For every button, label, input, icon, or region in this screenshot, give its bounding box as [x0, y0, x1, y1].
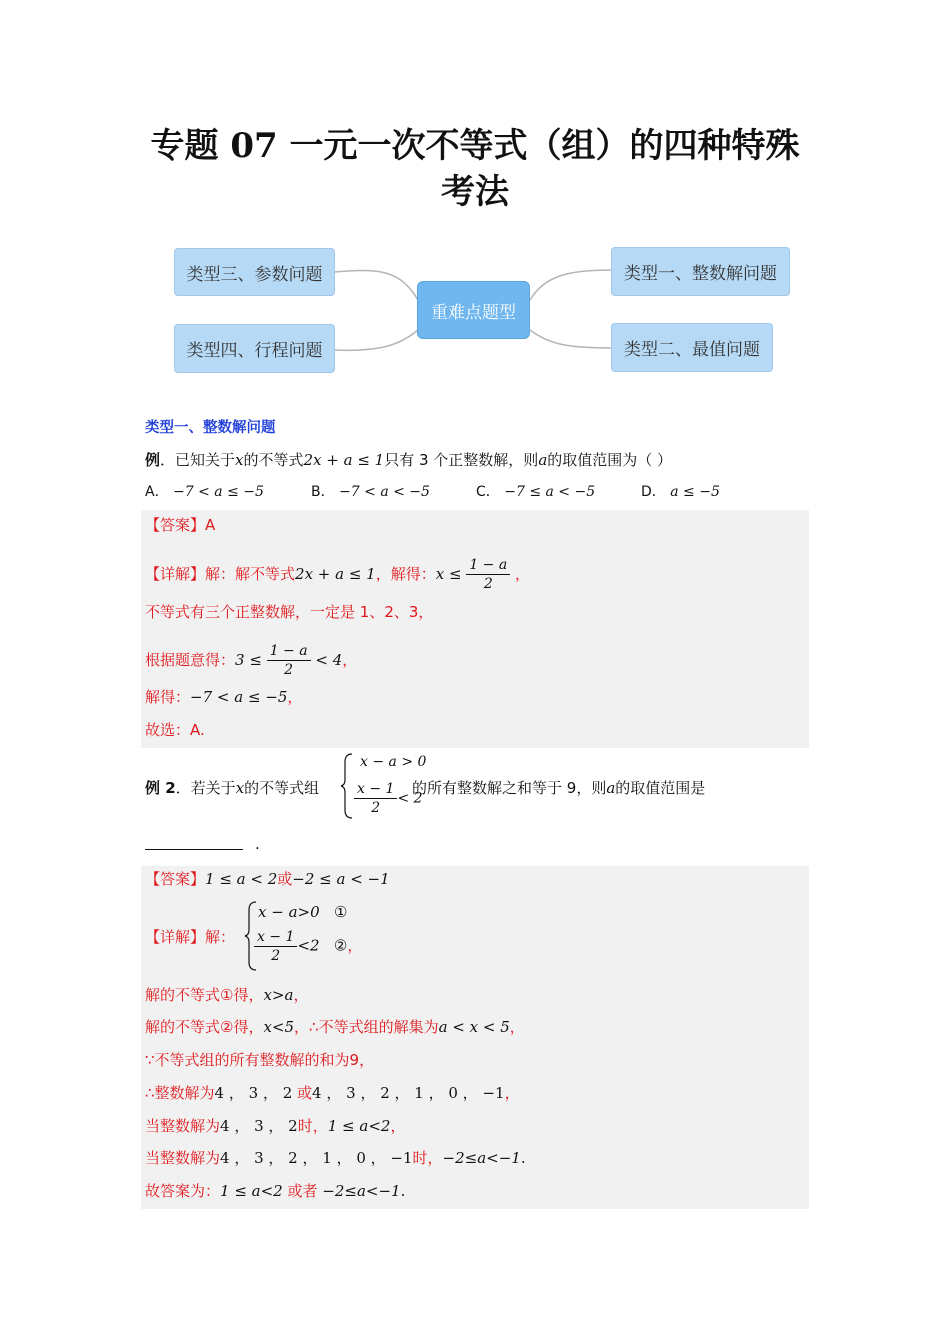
detail-math: x ≤	[435, 565, 462, 583]
detail-math: 2x + a ≤ 1	[295, 565, 376, 583]
detail-2-tag	[145, 926, 235, 947]
fraction	[254, 928, 297, 965]
detail-text: ，	[390, 1117, 406, 1135]
detail-system-eq1	[258, 903, 347, 921]
example-1-question	[145, 449, 672, 470]
section-heading: 类型一、整数解问题	[145, 420, 276, 436]
detail-math: −2≤a<−1	[442, 1149, 521, 1167]
detail-text: 当整数解为	[145, 1149, 221, 1167]
fraction-numerator: 1 − a	[466, 556, 510, 575]
circled-two: ②	[333, 936, 348, 955]
option-label: B．	[311, 484, 335, 500]
option-expr: −7 < a < −5	[339, 484, 430, 500]
detail-math: −7 < a ≤ −5	[190, 688, 288, 706]
mindmap-connectors	[0, 0, 950, 400]
answer-math: 1 ≤ a < 2	[205, 870, 278, 888]
option-b	[311, 481, 430, 501]
option-label: C．	[476, 484, 500, 500]
fraction-denominator: 2	[371, 800, 381, 816]
detail-2-line-2	[145, 1016, 525, 1037]
fraction	[354, 780, 397, 817]
option-a	[145, 481, 264, 501]
detail-math: x>a	[263, 986, 294, 1004]
detail-text: 时，	[297, 1117, 328, 1135]
example-2-label: 例 2	[145, 779, 176, 797]
detail-text: ∴整数解为	[145, 1084, 215, 1102]
mindmap-node-type1: 类型一、整数解问题	[611, 247, 790, 296]
q1-var-a: a	[538, 451, 548, 469]
detail-text: 时，	[412, 1149, 443, 1167]
system-brace	[340, 752, 354, 820]
detail-tag: 【详解】	[145, 565, 206, 583]
option-expr: a ≤ −5	[670, 484, 720, 500]
detail-1-line-4	[145, 686, 302, 707]
detail-math: a < x < 5	[438, 1018, 510, 1036]
detail-2-line-6	[145, 1147, 526, 1168]
q1-text: 的取值范围为（ ）	[547, 451, 673, 469]
q1-text: 的不等式	[243, 451, 304, 469]
answer-tag: 【答案】	[145, 870, 206, 888]
detail-text: 当整数解为	[145, 1117, 221, 1135]
detail-text: 解：解不等式	[205, 565, 296, 583]
answer-math: −2 ≤ a < −1	[292, 870, 390, 888]
detail-1-line-1	[145, 556, 530, 593]
fraction-numerator: 1 − a	[267, 642, 311, 661]
detail-math: 3 ≤	[235, 651, 262, 669]
option-c	[476, 481, 595, 501]
mindmap-node-type4: 类型四、行程问题	[174, 324, 335, 373]
q2-system-rest: < 2	[397, 790, 423, 807]
answer-2	[145, 868, 390, 889]
detail-math: x<5	[263, 1018, 295, 1036]
detail-tag: 【详解】	[145, 928, 206, 946]
page-title-line-1: 专题 07 一元一次不等式（组）的四种特殊	[150, 126, 800, 166]
detail-math: 1 ≤ a<2	[220, 1182, 283, 1200]
detail-2-line-3: ∵不等式组的所有整数解的和为9，	[145, 1051, 375, 1069]
option-expr: −7 < a ≤ −5	[173, 484, 264, 500]
page-title-line-2: 考法	[441, 172, 509, 212]
answer-text: 或	[277, 870, 293, 888]
answer-blank	[145, 849, 243, 850]
detail-text: 故答案为：	[145, 1182, 221, 1200]
fraction-numerator: x − 1	[254, 928, 297, 947]
detail-text: 解：	[205, 928, 236, 946]
detail-math: 1 ≤ a<2	[327, 1117, 391, 1135]
detail-2-line-7	[145, 1180, 405, 1201]
detail-text: ，	[509, 1018, 525, 1036]
detail-math: 4 ， 3 ， 2	[220, 1117, 298, 1135]
detail-text: ，	[293, 986, 309, 1004]
detail-text: 解的不等式②得，	[145, 1018, 264, 1036]
option-label: A．	[145, 484, 169, 500]
detail-1-line-3	[145, 642, 357, 679]
detail-2-line-4	[145, 1082, 520, 1103]
detail-text: .	[400, 1182, 406, 1200]
detail-math: 4 ， 3 ， 2	[214, 1084, 293, 1102]
detail-math: <2	[297, 936, 320, 955]
detail-1-line-2: 不等式有三个正整数解，一定是 1、2、3，	[145, 603, 434, 621]
fraction-denominator: 2	[483, 576, 493, 592]
fraction-denominator: 2	[271, 948, 281, 964]
example-2-question-cont	[412, 777, 705, 798]
q2-var-x: x	[235, 779, 245, 797]
detail-1-line-5: 故选：A.	[145, 721, 205, 739]
example-2-question	[145, 777, 319, 798]
detail-2-line-5	[145, 1115, 405, 1136]
q2-text: ．若关于	[175, 779, 236, 797]
detail-text: 解得：	[145, 688, 191, 706]
answer-box-1	[141, 510, 809, 748]
option-label: D．	[641, 484, 666, 500]
blank-period: .	[255, 835, 260, 853]
detail-math: 4 ， 3 ， 2 ， 1 ， 0 ， −1	[220, 1149, 413, 1167]
option-expr: −7 ≤ a < −5	[504, 484, 596, 500]
detail-math: 4 ， 3 ， 2 ， 1 ， 0 ， −1	[312, 1084, 505, 1102]
q1-var-x: x	[235, 451, 244, 469]
q2-text: 的不等式组	[244, 779, 320, 797]
fraction-numerator: x − 1	[354, 780, 397, 799]
example-1-label: 例	[145, 451, 161, 469]
detail-text: ，	[515, 565, 531, 583]
answer-1: 【答案】A	[145, 516, 216, 534]
detail-text: ，解得：	[375, 565, 436, 583]
detail-text: ，	[342, 651, 358, 669]
detail-2-line-1	[145, 984, 308, 1005]
fraction	[267, 642, 311, 679]
circled-one: ①	[333, 903, 348, 921]
fraction-denominator: 2	[284, 662, 294, 678]
detail-math: −2≤a<−1	[322, 1182, 401, 1200]
detail-text: 或者	[287, 1182, 318, 1200]
detail-text: ，∴不等式组的解集为	[294, 1018, 439, 1036]
mindmap-node-type2: 类型二、最值问题	[611, 323, 773, 372]
q1-inequality: 2x + a ≤ 1	[303, 451, 385, 469]
detail-text: ，	[287, 688, 303, 706]
detail-text: 解的不等式①得，	[145, 986, 264, 1004]
q2-text: 的取值范围是	[615, 779, 706, 797]
fraction	[466, 556, 510, 593]
q2-system-eq1: x − a > 0	[360, 754, 427, 770]
detail-math: x − a>0	[258, 903, 320, 921]
detail-text: ，	[504, 1084, 520, 1102]
detail-text: .	[520, 1149, 526, 1167]
option-d	[641, 481, 720, 501]
q1-text: 只有 3 个正整数解，则	[384, 451, 539, 469]
q1-text: ．已知关于	[160, 451, 236, 469]
mindmap-node-type3: 类型三、参数问题	[174, 248, 335, 296]
detail-system-eq2	[254, 928, 362, 965]
q2-var-a: a	[606, 779, 616, 797]
detail-text: 或	[297, 1084, 313, 1102]
detail-text: ，	[347, 936, 363, 955]
detail-math: < 4	[315, 651, 343, 669]
mindmap-center-node: 重难点题型	[417, 281, 530, 339]
detail-text: 根据题意得：	[145, 651, 236, 669]
q2-text: 的所有整数解之和等于 9，则	[412, 779, 607, 797]
